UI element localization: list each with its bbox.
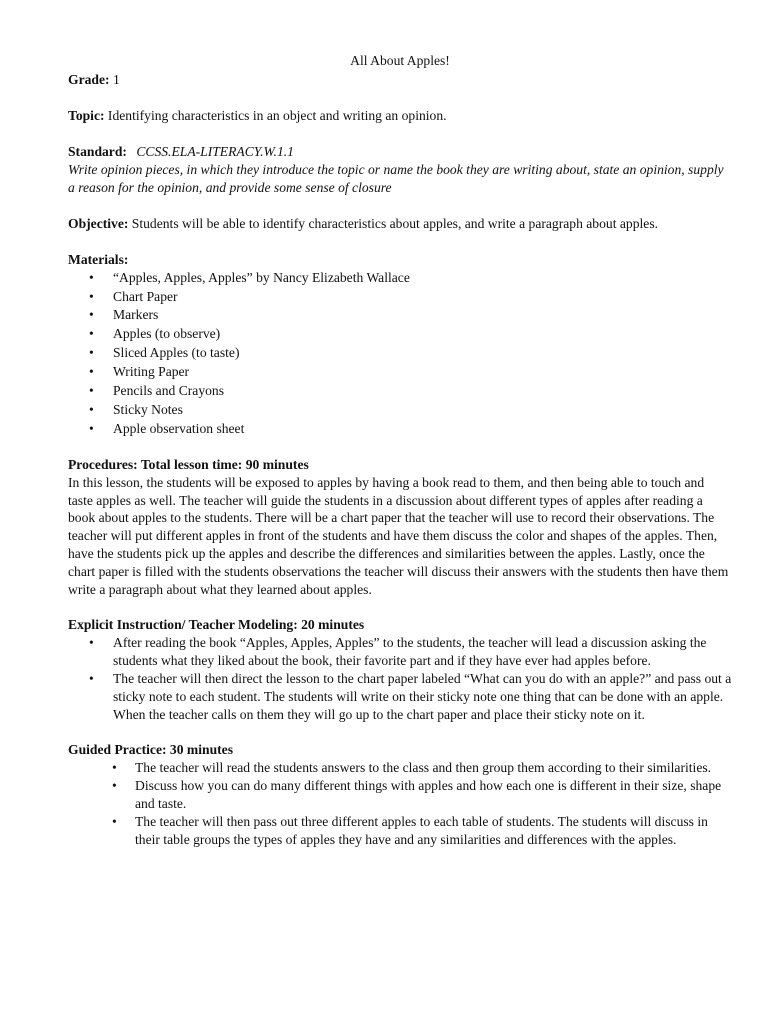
list-item-text: Sticky Notes — [113, 401, 183, 417]
list-item — [68, 306, 732, 325]
list-item — [68, 401, 732, 420]
list-item — [68, 288, 732, 307]
bullet-icon: • — [89, 326, 94, 342]
objective-value: Students will be able to identify characteristics about apples, and write a paragraph about apples. — [131, 215, 659, 231]
objective-label: Objective: — [68, 215, 129, 231]
list-item-text: Apple observation sheet — [113, 420, 245, 436]
bullet-icon: • — [89, 364, 94, 380]
bullet-icon: • — [89, 288, 94, 304]
bullet-icon: • — [112, 778, 117, 794]
list-item — [68, 420, 732, 439]
list-item — [68, 813, 732, 849]
materials-heading — [68, 251, 732, 269]
bullet-icon: • — [89, 635, 94, 651]
materials-list — [68, 269, 732, 439]
grade-line — [68, 71, 732, 89]
procedures-heading — [68, 456, 732, 474]
list-item-text: Pencils and Crayons — [113, 383, 225, 399]
list-item — [68, 777, 732, 813]
grade-label: Grade: — [68, 72, 110, 87]
bullet-icon: • — [89, 383, 94, 399]
bullet-icon: • — [89, 670, 94, 686]
list-item — [68, 634, 732, 670]
bullet-icon: • — [89, 401, 94, 417]
bullet-icon: • — [112, 760, 117, 776]
lesson-plan — [68, 52, 732, 848]
topic-value: Identifying characteristics in an object and writing an opinion. — [107, 108, 447, 123]
standard-description: Write opinion pieces, in which they introduce the topic or name the book they are writing about, state an opinion, supply a reason for the opinion, and provide some sense of closure — [68, 162, 724, 195]
list-item — [68, 363, 732, 382]
bullet-icon: • — [89, 307, 94, 323]
explicit-instruction-heading — [68, 616, 732, 634]
standard-label: Standard: — [68, 144, 127, 159]
topic-label: Topic: — [68, 108, 105, 123]
list-item-text: Chart Paper — [113, 288, 178, 304]
list-item-text: “Apples, Apples, Apples” by Nancy Elizabeth Wallace — [113, 269, 410, 285]
standard-code: CCSS.ELA-LITERACY.W.1.1 — [136, 144, 294, 159]
document-title: All About Apples! — [350, 53, 450, 68]
explicit-instruction-heading-text: Explicit Instruction/ Teacher Modeling: 20 minutes — [68, 617, 365, 633]
list-item-text: The teacher will read the students answers to the class and then group them according to their similarities. — [135, 760, 712, 776]
list-item — [68, 344, 732, 363]
standard-line — [68, 143, 732, 161]
bullet-icon: • — [89, 345, 94, 361]
list-item-text: The teacher will then direct the lesson to the chart paper labeled “What can you do with an apple?” and pass out a sticky note to each student. The students will write on their sticky note one thing that can be done with an apple. When the teacher calls on them they will go up to the chart paper and place their sticky note on it. — [113, 670, 732, 722]
guided-practice-heading — [68, 741, 732, 759]
list-item-text: After reading the book “Apples, Apples, Apples” to the students, the teacher will lead a discussion asking the students what they liked about the book, their favorite part and if they have ever had apples before. — [113, 635, 707, 669]
list-item-text: Discuss how you can do many different things with apples and how each one is different in their size, shape and taste. — [135, 778, 722, 811]
materials-label: Materials: — [68, 251, 129, 267]
objective-line — [68, 215, 732, 233]
list-item — [68, 325, 732, 344]
list-item-text: Markers — [113, 307, 159, 323]
topic-line — [68, 107, 732, 125]
procedures-heading-text: Procedures: Total lesson time: 90 minutes — [68, 456, 309, 472]
bullet-icon: • — [89, 269, 94, 285]
list-item — [68, 759, 732, 777]
bullet-icon: • — [89, 420, 94, 436]
guided-practice-heading-text: Guided Practice: 30 minutes — [68, 742, 233, 758]
grade-value: 1 — [112, 72, 120, 87]
list-item — [68, 670, 732, 723]
list-item-text: Sliced Apples (to taste) — [113, 345, 240, 361]
list-item-text: Apples (to observe) — [113, 326, 221, 342]
bullet-icon: • — [112, 813, 117, 829]
list-item-text: Writing Paper — [113, 364, 190, 380]
list-item — [68, 382, 732, 401]
procedures-body: In this lesson, the students will be exposed to apples by having a book read to them, and then being able to touch and taste apples as well. The teacher will guide the students in a discussion about different types of apples after reading a book about apples to the students. There will be a chart paper that the teacher will use to record their observations. The teacher will put different apples in front of the students and have them discuss the color and shapes of the apples. Then, have the students pick up the apples and describe the differences and similarities between the apples. Lastly, once the chart paper is filled with the students observations the teacher will discuss their answers with the students then have them write a paragraph about what they learned about apples. — [68, 474, 729, 597]
guided-practice-list — [68, 759, 732, 848]
list-item — [68, 269, 732, 288]
explicit-instruction-list — [68, 634, 732, 723]
list-item-text: The teacher will then pass out three different apples to each table of students. The students will discuss in their table groups the types of apples they have and any similarities and differences with the apples. — [135, 813, 708, 847]
